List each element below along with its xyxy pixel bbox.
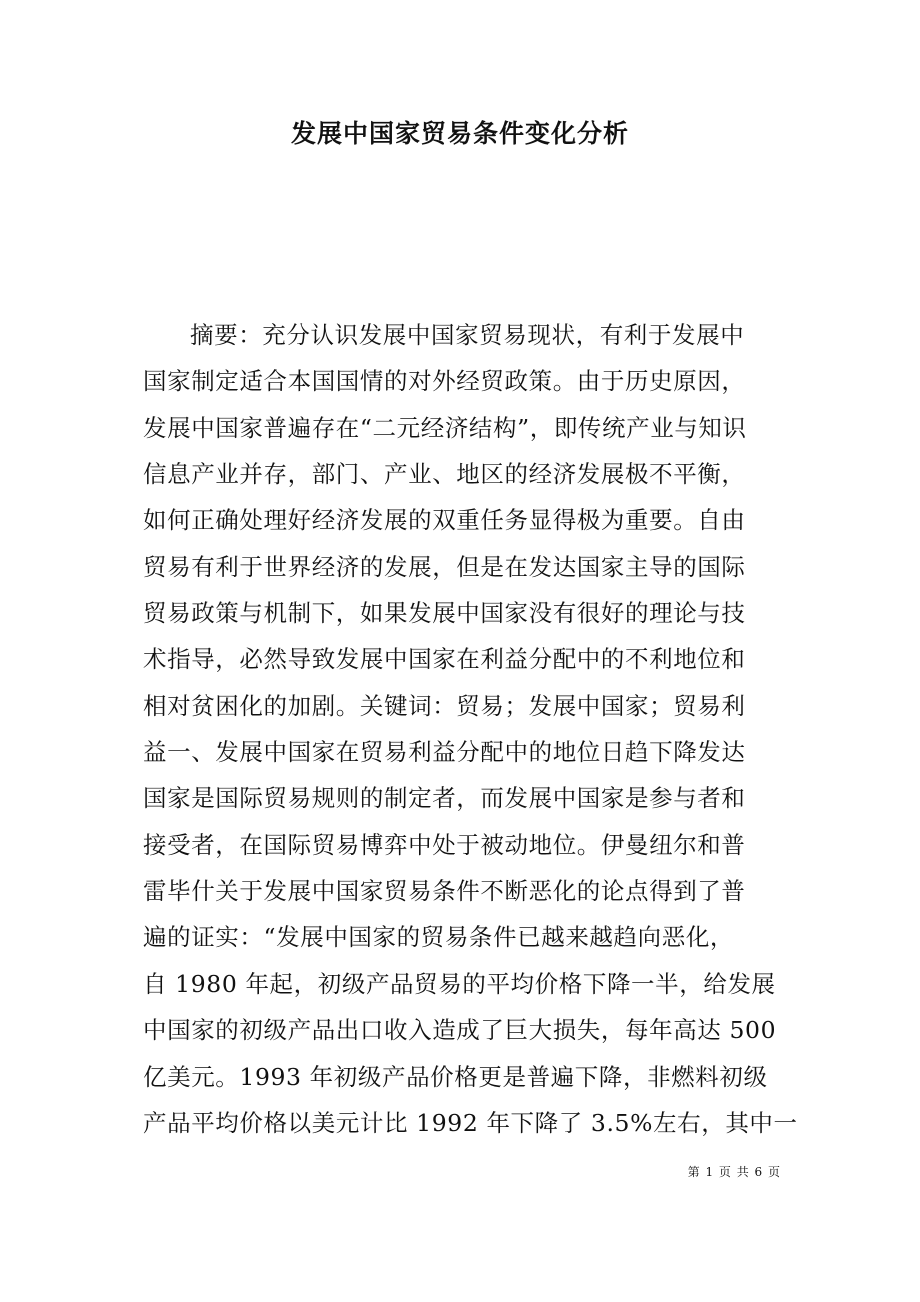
body-line: 接受者，在国际贸易博弈中处于被动地位。伊曼纽尔和普 xyxy=(143,830,746,859)
body-line: 相对贫困化的加剧。关键词：贸易；发展中国家；贸易利 xyxy=(143,691,746,720)
body-line: 国家制定适合本国国情的对外经贸政策。由于历史原因， xyxy=(143,367,746,396)
body-line: 遍的证实：“发展中国家的贸易条件已越来越趋向恶化， xyxy=(143,923,735,952)
body-line: 益一、发展中国家在贸易利益分配中的地位日趋下降发达 xyxy=(143,738,746,767)
body-line: 产品平均价格以美元计比 1992 年下降了 3.5%左右，其中一 xyxy=(143,1108,798,1137)
body-line: 信息产业并存，部门、产业、地区的经济发展极不平衡， xyxy=(143,460,746,489)
body-line: 中国家的初级产品出口收入造成了巨大损失，每年高达 500 xyxy=(143,1016,777,1045)
body-line: 亿美元。1993 年初级产品价格更是普遍下降，非燃料初级 xyxy=(143,1062,768,1091)
page-number: 第 1 页 共 6 页 xyxy=(687,1165,781,1179)
body-line: 雷毕什关于发展中国家贸易条件不断恶化的论点得到了普 xyxy=(143,877,746,906)
body-line: 摘要：充分认识发展中国家贸易现状，有利于发展中 xyxy=(190,321,745,349)
document-body xyxy=(143,312,798,1146)
body-line: 自 1980 年起，初级产品贸易的平均价格下降一半，给发展 xyxy=(143,969,776,998)
body-line: 术指导，必然导致发展中国家在利益分配中的不利地位和 xyxy=(143,645,746,674)
body-line: 发展中国家普遍存在“二元经济结构”，即传统产业与知识 xyxy=(143,413,747,442)
body-line: 贸易政策与机制下，如果发展中国家没有很好的理论与技 xyxy=(143,599,746,628)
body-line: 如何正确处理好经济发展的双重任务显得极为重要。自由 xyxy=(143,506,746,535)
body-line: 贸易有利于世界经济的发展，但是在发达国家主导的国际 xyxy=(143,552,746,581)
body-line: 国家是国际贸易规则的制定者，而发展中国家是参与者和 xyxy=(143,784,746,813)
document-title: 发展中国家贸易条件变化分析 xyxy=(290,119,629,148)
